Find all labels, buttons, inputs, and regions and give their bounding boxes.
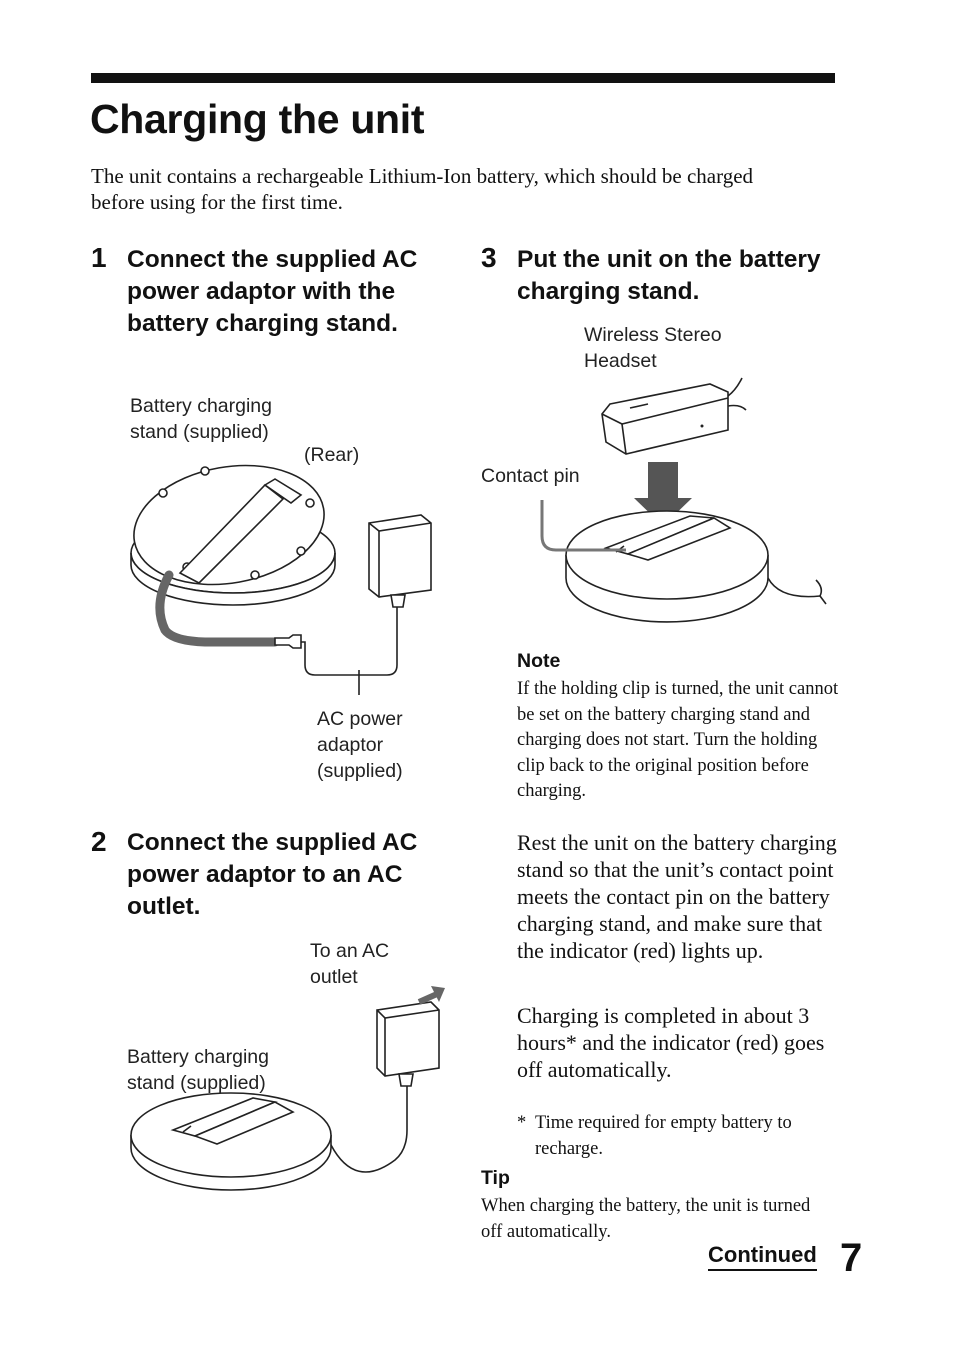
top-rule [91, 73, 835, 83]
intro-paragraph: The unit contains a rechargeable Lithium-Ion battery, which should be charged before using for the first time. [91, 164, 754, 214]
page-title: Charging the unit [90, 96, 425, 142]
body-paragraph-1: Rest the unit on the battery charging stand so that the unit’s contact point meets the contact pin on the battery charging stand, and make sure that the indicator (red) lights up. [517, 830, 837, 963]
step-3-contact-pin-label: Contact pin [481, 465, 580, 487]
step-1-adaptor-label: AC power adaptor (supplied) [317, 708, 403, 782]
ac-adaptor-image [369, 515, 431, 607]
step-1-number: 1 [91, 242, 107, 273]
headset-image [602, 378, 746, 454]
continued-label: Continued [708, 1242, 817, 1271]
step-1-illustration [125, 455, 445, 695]
step-3-heading: Put the unit on the battery charging stand. [517, 246, 821, 305]
step-3-number: 3 [481, 242, 497, 273]
page-number: 7 [840, 1236, 863, 1280]
step-2-number: 2 [91, 826, 107, 857]
step-2-stand-label: Battery charging stand (supplied) [127, 1046, 269, 1094]
charging-stand-image [566, 511, 768, 622]
ac-adaptor-image [377, 1002, 439, 1086]
tip-title: Tip [481, 1167, 510, 1189]
footnote-text: Time required for empty battery to recharge. [535, 1113, 792, 1159]
body-paragraph-2: Charging is completed in about 3 hours* and the indicator (red) goes off automatically. [517, 1003, 825, 1082]
tip-text: When charging the battery, the unit is turned off automatically. [481, 1196, 811, 1242]
step-2-heading: Connect the supplied AC power adaptor to an AC outlet. [127, 829, 418, 920]
step-3-illustration [530, 368, 835, 638]
step-1-stand-label: Battery charging stand (supplied) [130, 395, 272, 443]
step-1-heading: Connect the supplied AC power adaptor with the battery charging stand. [127, 246, 418, 337]
step-3-headset-label: Wireless Stereo Headset [584, 324, 722, 372]
dc-plug [275, 635, 301, 648]
footnote-mark: * [517, 1113, 527, 1133]
charging-stand-rear-image [125, 455, 335, 605]
note-text: If the holding clip is turned, the unit cannot be set on the battery charging stand and charging does not start. Turn the holding clip back to the original position before charging. [517, 679, 839, 801]
step-2-outlet-label: To an AC outlet [310, 940, 390, 988]
outlet-arrow-icon [419, 986, 445, 1002]
charging-stand-image [131, 1093, 331, 1190]
note-title: Note [517, 650, 561, 672]
adaptor-cable [331, 1078, 407, 1172]
step-2-illustration [125, 980, 450, 1200]
adaptor-cable [301, 605, 397, 675]
step-1-rear-label: (Rear) [304, 444, 360, 466]
